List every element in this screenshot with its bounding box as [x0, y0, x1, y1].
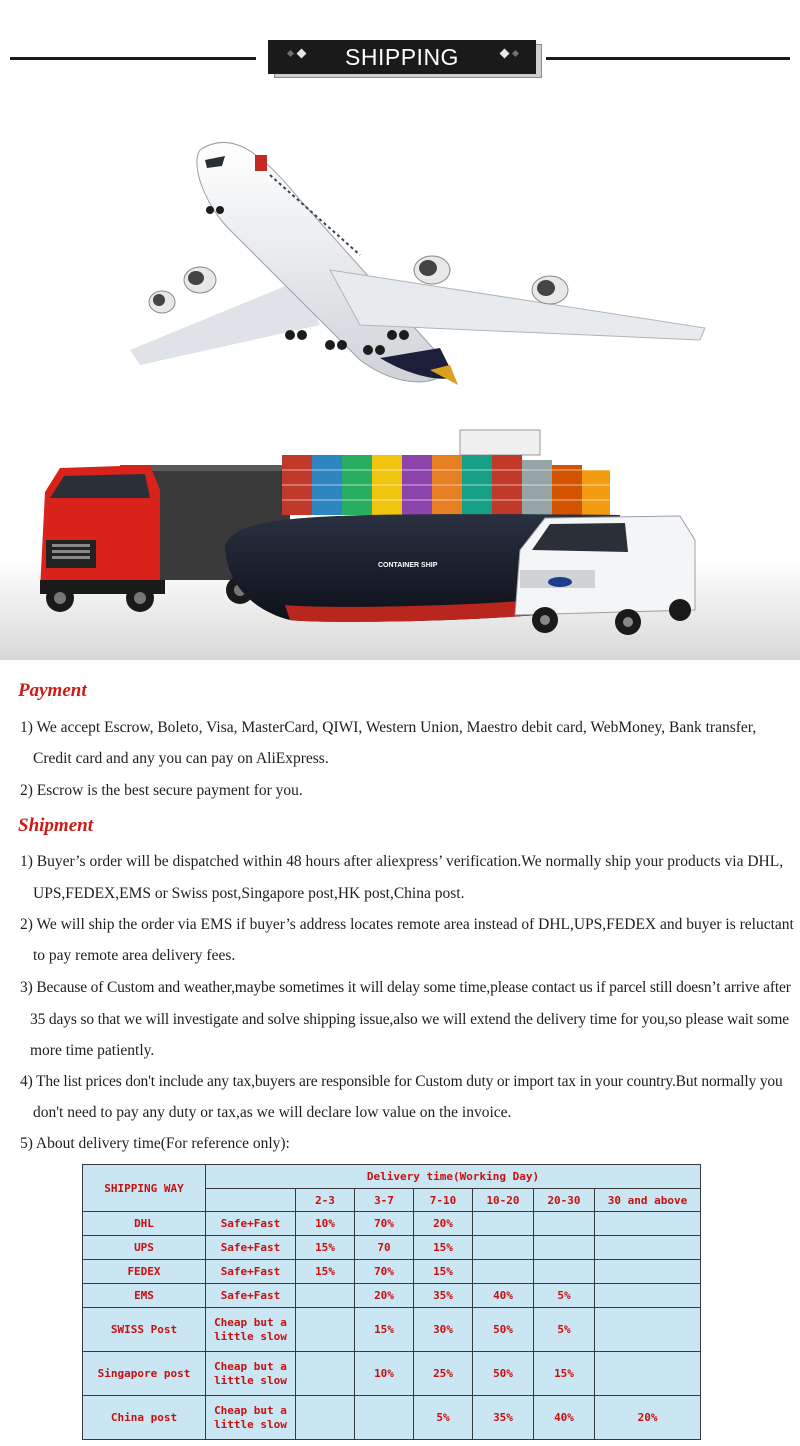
- table-cell: 50%: [473, 1352, 534, 1396]
- table-cell: 15%: [414, 1236, 473, 1260]
- table-row: [83, 1236, 701, 1260]
- column-header-empty: [206, 1189, 296, 1212]
- column-header: 7-10: [414, 1189, 473, 1212]
- shipping-method: Singapore post: [83, 1352, 206, 1396]
- shipping-method: EMS: [83, 1284, 206, 1308]
- shipping-way-header: SHIPPING WAY: [83, 1165, 206, 1212]
- shipment-line-8: 4) The list prices don't include any tax,buyers are responsible for Custom duty or import tax in your country.But normally you: [20, 1073, 783, 1090]
- payment-line-2: Credit card and any you can pay on AliExpress.: [33, 750, 329, 767]
- ship-label: CONTAINER SHIP: [378, 562, 438, 569]
- table-cell: 15%: [296, 1260, 355, 1284]
- table-cell: [595, 1212, 701, 1236]
- table-cell: 20%: [355, 1284, 414, 1308]
- table-cell: 35%: [473, 1396, 534, 1440]
- shipping-method: DHL: [83, 1212, 206, 1236]
- table-cell: [355, 1396, 414, 1440]
- table-cell: 40%: [534, 1396, 595, 1440]
- table-cell: 20%: [414, 1212, 473, 1236]
- table-cell: [534, 1260, 595, 1284]
- shipment-line-6: 35 days so that we will investigate and solve shipping issue,also we will extend the delivery time for you,so please wait some: [30, 1011, 789, 1028]
- shipping-method: SWISS Post: [83, 1308, 206, 1352]
- table-cell: [595, 1352, 701, 1396]
- shipping-illustration: [0, 120, 800, 660]
- payment-line-1: 1) We accept Escrow, Boleto, Visa, MasterCard, QIWI, Western Union, Maestro debit card, WebMoney, Bank transfer,: [20, 719, 757, 736]
- table-cell: [296, 1352, 355, 1396]
- table-cell: 70%: [355, 1212, 414, 1236]
- table-row: [83, 1260, 701, 1284]
- table-row: [83, 1212, 701, 1236]
- table-cell: 30%: [414, 1308, 473, 1352]
- header-rule-right: [546, 57, 790, 60]
- diamond-ornament-left-icon: [286, 50, 307, 57]
- table-cell: 5%: [414, 1396, 473, 1440]
- diamond-ornament-right-icon: [499, 50, 520, 57]
- service-type: Cheap but a little slow: [206, 1352, 296, 1396]
- shipping-method: UPS: [83, 1236, 206, 1260]
- column-header: 10-20: [473, 1189, 534, 1212]
- table-cell: 10%: [355, 1352, 414, 1396]
- table-cell: [296, 1396, 355, 1440]
- column-header: 2-3: [296, 1189, 355, 1212]
- table-cell: [473, 1260, 534, 1284]
- table-row: [83, 1284, 701, 1308]
- column-header: 30 and above: [595, 1189, 701, 1212]
- delivery-time-header: Delivery time(Working Day): [206, 1165, 701, 1189]
- table-row: [83, 1396, 701, 1440]
- table-cell: [595, 1308, 701, 1352]
- table-cell: 50%: [473, 1308, 534, 1352]
- page-title: SHIPPING: [345, 43, 459, 70]
- table-row: [83, 1308, 701, 1352]
- shipment-line-3: 2) We will ship the order via EMS if buyer’s address locates remote area instead of DHL,UPS,FEDEX and buyer is reluctant: [20, 916, 794, 933]
- table-row: [83, 1352, 701, 1396]
- shipment-line-1: 1) Buyer’s order will be dispatched within 48 hours after aliexpress’ verification.We normally ship your products via DHL,: [20, 853, 784, 870]
- column-header: 3-7: [355, 1189, 414, 1212]
- shipping-method: China post: [83, 1396, 206, 1440]
- table-cell: [296, 1284, 355, 1308]
- payment-heading: Payment: [18, 680, 87, 701]
- delivery-time-table: [82, 1164, 701, 1440]
- shipment-line-4: to pay remote area delivery fees.: [33, 947, 236, 964]
- table-cell: [534, 1236, 595, 1260]
- shipment-line-2: UPS,FEDEX,EMS or Swiss post,Singapore post,HK post,China post.: [33, 885, 465, 902]
- shipping-header: [0, 38, 800, 78]
- table-cell: 15%: [296, 1236, 355, 1260]
- shipment-line-5: 3) Because of Custom and weather,maybe sometimes it will delay some time,please contact us if parcel still doesn’t arrive after: [20, 979, 791, 996]
- table-cell: 25%: [414, 1352, 473, 1396]
- column-header: 20-30: [534, 1189, 595, 1212]
- table-cell: 35%: [414, 1284, 473, 1308]
- table-cell: 20%: [595, 1396, 701, 1440]
- table-cell: [595, 1260, 701, 1284]
- table-cell: [595, 1236, 701, 1260]
- table-cell: 5%: [534, 1308, 595, 1352]
- shipping-method: FEDEX: [83, 1260, 206, 1284]
- header-box: [268, 40, 536, 74]
- service-type: Safe+Fast: [206, 1236, 296, 1260]
- table-cell: 70%: [355, 1260, 414, 1284]
- shipment-line-7: more time patiently.: [30, 1042, 155, 1059]
- table-cell: 15%: [534, 1352, 595, 1396]
- shipment-heading: Shipment: [18, 815, 93, 836]
- service-type: Safe+Fast: [206, 1260, 296, 1284]
- header-rule-left: [10, 57, 256, 60]
- table-cell: [473, 1236, 534, 1260]
- table-cell: [595, 1284, 701, 1308]
- table-cell: [534, 1212, 595, 1236]
- shipment-line-9: don't need to pay any duty or tax,as we will declare low value on the invoice.: [33, 1104, 512, 1121]
- table-cell: 15%: [414, 1260, 473, 1284]
- service-type: Cheap but a little slow: [206, 1308, 296, 1352]
- shipment-line-10: 5) About delivery time(For reference only):: [20, 1135, 290, 1152]
- payment-line-3: 2) Escrow is the best secure payment for you.: [20, 782, 303, 799]
- table-cell: 15%: [355, 1308, 414, 1352]
- service-type: Cheap but a little slow: [206, 1396, 296, 1440]
- service-type: Safe+Fast: [206, 1212, 296, 1236]
- table-cell: 40%: [473, 1284, 534, 1308]
- table-cell: [473, 1212, 534, 1236]
- table-cell: 5%: [534, 1284, 595, 1308]
- table-cell: 70: [355, 1236, 414, 1260]
- table-cell: [296, 1308, 355, 1352]
- service-type: Safe+Fast: [206, 1284, 296, 1308]
- table-cell: 10%: [296, 1212, 355, 1236]
